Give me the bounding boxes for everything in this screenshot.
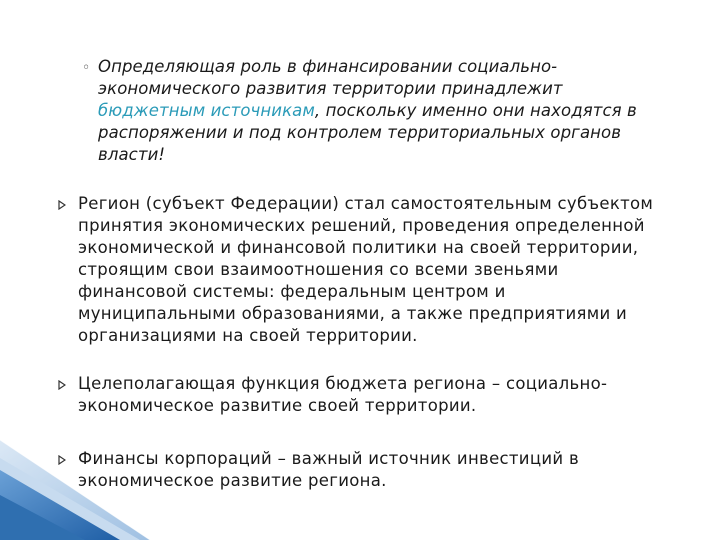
triangle-bullet-icon bbox=[56, 193, 78, 347]
sub-bullet-text-before: Определяющая роль в финансировании социально-экономического развития территории принадлежит bbox=[98, 57, 563, 98]
triangle-bullet-icon bbox=[56, 373, 78, 417]
sub-bullet-text-after: , поскольку именно они находятся в распоряжении и под контролем территориальных органов власти! bbox=[98, 101, 637, 164]
bullet-text: Целеполагающая функция бюджета региона – социально-экономическое развитие своей территории. bbox=[78, 374, 608, 415]
bullet-text: Регион (субъект Федерации) стал самостоятельным субъектом принятия экономических решений, проведения определенной экономической и финансовой политики на своей территории, строящим свои взаимоотношения со всеми звеньями финансовой системы: федеральным центром и муниципальными образованиями, а также предприятиями и организациями на своей территории. bbox=[78, 194, 654, 345]
bullet-item bbox=[56, 373, 666, 417]
circle-bullet-icon: ◦ bbox=[82, 60, 91, 76]
bullet-item bbox=[56, 193, 666, 347]
sub-bullet-text bbox=[98, 56, 662, 166]
sub-bullet-highlight: бюджетным источникам bbox=[98, 101, 315, 120]
corner-wave-decoration bbox=[0, 440, 150, 540]
sub-bullet bbox=[82, 56, 662, 166]
bullet-text: Финансы корпораций – важный источник инвестиций в экономическое развитие региона. bbox=[78, 449, 579, 490]
